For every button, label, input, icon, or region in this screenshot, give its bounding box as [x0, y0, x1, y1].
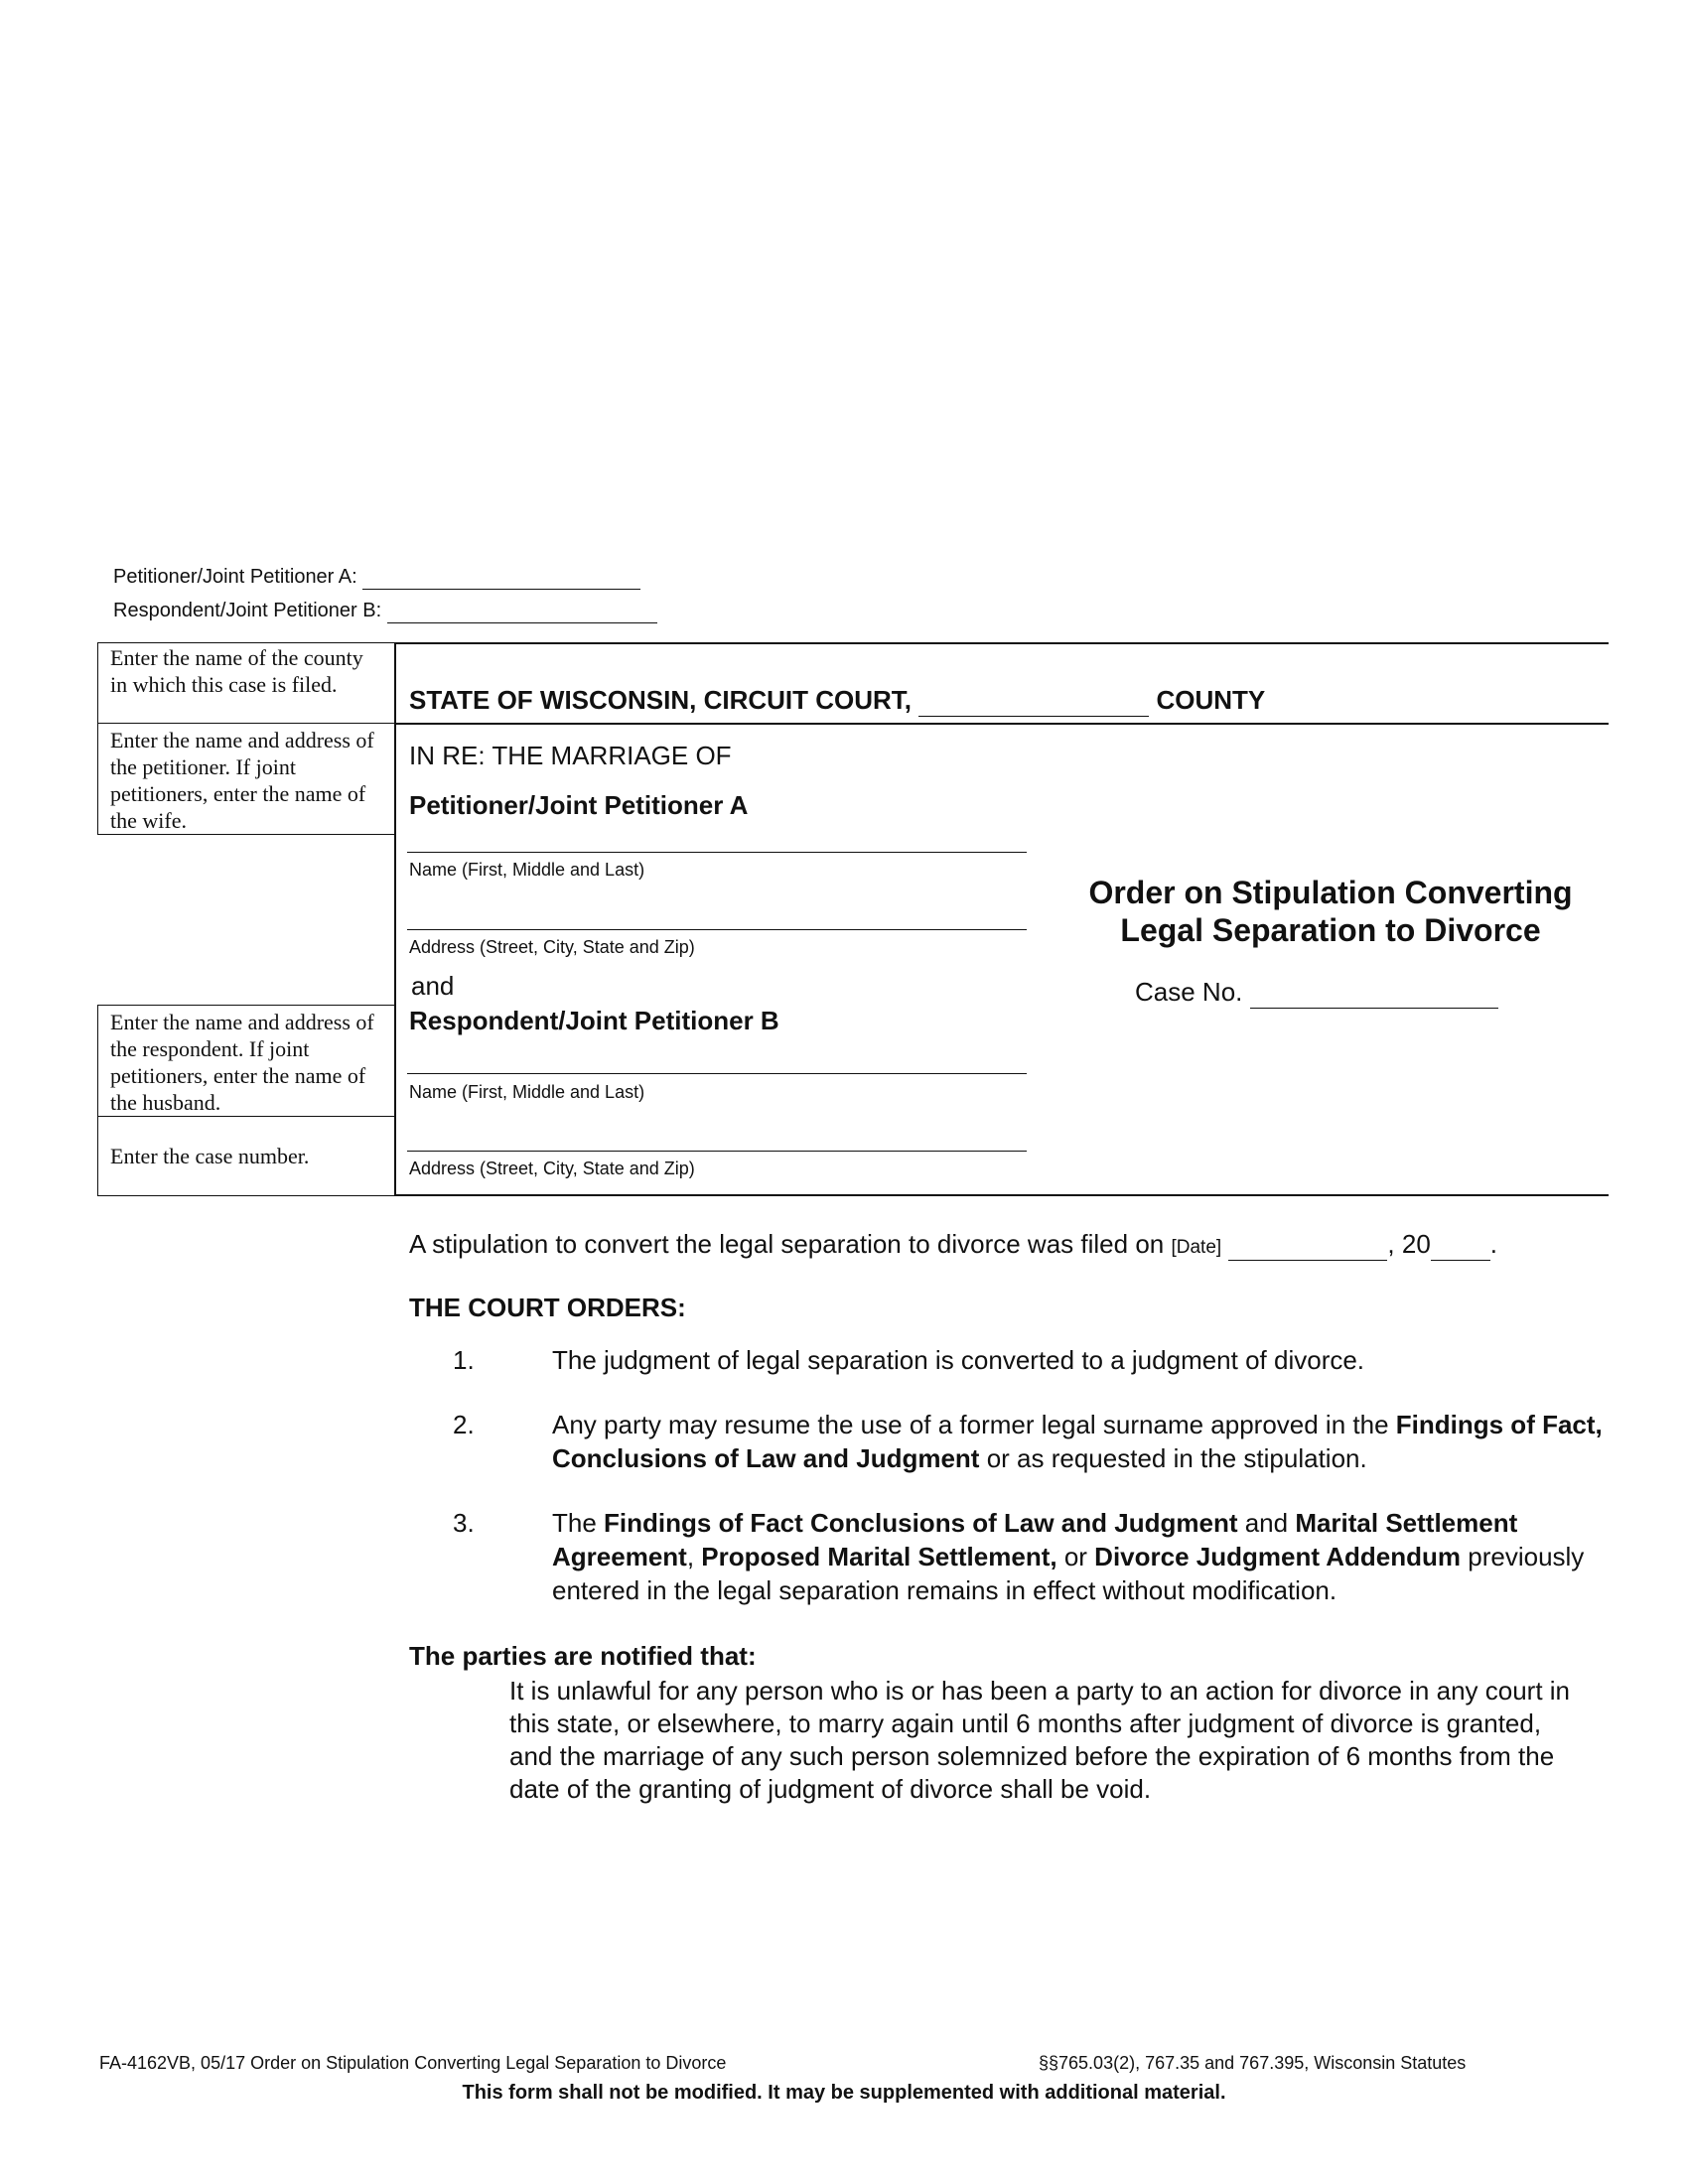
order-text-segment: The — [552, 1508, 605, 1538]
order-text-segment: or as requested in the stipulation. — [979, 1443, 1367, 1473]
petitioner-address-label: Address (Street, City, State and Zip) — [409, 937, 695, 957]
case-number-line — [1135, 977, 1498, 1009]
order-text-segment: and — [1237, 1508, 1296, 1538]
caption-county-rule — [395, 723, 1609, 725]
order-text-segment: or — [1056, 1542, 1095, 1571]
footer-notice: This form shall not be modified. It may be supplemented with additional material. — [462, 2082, 1226, 2104]
respondent-header-label: Respondent/Joint Petitioner B: — [113, 600, 382, 621]
order-number: 2. — [453, 1410, 475, 1439]
order-number: 3. — [453, 1508, 475, 1538]
court-suffix: COUNTY — [1156, 685, 1266, 715]
case-number-field[interactable] — [1250, 977, 1498, 1009]
order-text-segment: previously entered in the legal separation remains in effect without modification. — [552, 1542, 1585, 1605]
footer-statutes: §§765.03(2), 767.35 and 767.395, Wisconsin Statutes — [1039, 2053, 1467, 2073]
notice-text: It is unlawful for any person who is or has been a party to an action for divorce in any court in this state, or elsewhere, to marry again until 6 months after judgment of divorce is granted, and the marriage of any such person solemnized before the expiration of 6 months from the date of the granting of judgment of divorce shall be void. — [509, 1676, 1571, 1804]
order-text-segment: Any party may resume the use of a former legal surname approved in the — [552, 1410, 1396, 1439]
order-text — [552, 1506, 1624, 1607]
case-no-label: Case No. — [1135, 977, 1243, 1007]
instruction-petitioner: Enter the name and address of the petitioner. If joint petitioners, enter the name of the wife. — [97, 723, 396, 835]
order-item — [453, 1343, 1688, 1383]
order-text-bold: Divorce Judgment Addendum — [1094, 1542, 1462, 1571]
respondent-header-line — [113, 600, 657, 623]
and-label: and — [411, 971, 455, 1001]
date-hint: [Date] — [1171, 1237, 1222, 1258]
title-line-2: Legal Separation to Divorce — [1120, 912, 1541, 948]
caption-bottom-rule — [395, 1194, 1609, 1196]
order-text-bold: Findings of Fact Conclusions of Law and Judgment — [604, 1508, 1238, 1538]
order-text-segment: , — [686, 1542, 702, 1571]
respondent-heading: Respondent/Joint Petitioner B — [409, 1006, 779, 1035]
order-text-bold: Findings of Fact, Conclusions of Law and Judgment — [552, 1410, 1603, 1473]
petitioner-address-field[interactable] — [407, 929, 1027, 930]
instruction-respondent: Enter the name and address of the respondent. If joint petitioners, enter the name of the husband. — [97, 1005, 396, 1117]
respondent-header-field[interactable] — [387, 600, 657, 623]
order-text-bold: Marital Settlement Agreement — [552, 1508, 1518, 1571]
petitioner-header-line — [113, 566, 640, 590]
court-line — [409, 685, 1265, 717]
court-prefix: STATE OF WISCONSIN, CIRCUIT COURT, — [409, 685, 913, 715]
order-text-bold: Proposed Marital Settlement, — [701, 1542, 1057, 1571]
petitioner-heading: Petitioner/Joint Petitioner A — [409, 790, 749, 820]
petitioner-name-label: Name (First, Middle and Last) — [409, 860, 645, 880]
caption-top-rule — [395, 642, 1609, 644]
respondent-name-field[interactable] — [407, 1073, 1027, 1074]
year-prefix: , 20 — [1387, 1229, 1431, 1259]
footer-form-id: FA-4162VB, 05/17 Order on Stipulation Converting Legal Separation to Divorce — [99, 2053, 727, 2073]
respondent-address-label: Address (Street, City, State and Zip) — [409, 1159, 695, 1178]
respondent-name-label: Name (First, Middle and Last) — [409, 1082, 645, 1102]
order-item — [453, 1506, 1688, 1609]
petitioner-name-field[interactable] — [407, 852, 1027, 853]
order-number: 1. — [453, 1345, 475, 1375]
filed-date-field[interactable] — [1228, 1229, 1387, 1261]
order-item — [453, 1408, 1688, 1479]
period: . — [1489, 1229, 1498, 1259]
stipulation-line — [409, 1229, 1497, 1261]
order-text — [552, 1408, 1624, 1475]
order-text: The judgment of legal separation is converted to a judgment of divorce. — [552, 1345, 1365, 1375]
petitioner-header-field[interactable] — [362, 566, 640, 590]
notice-heading: The parties are notified that: — [409, 1641, 757, 1671]
petitioner-header-label: Petitioner/Joint Petitioner A: — [113, 566, 357, 588]
county-field[interactable] — [918, 685, 1149, 717]
court-orders-heading: THE COURT ORDERS: — [409, 1293, 686, 1322]
instruction-case-number: Enter the case number. — [97, 1116, 396, 1196]
in-re-label: IN RE: THE MARRIAGE OF — [409, 741, 732, 770]
title-line-1: Order on Stipulation Converting — [1088, 875, 1573, 910]
respondent-address-field[interactable] — [407, 1151, 1027, 1152]
document-title — [1053, 874, 1609, 949]
stipulation-text: A stipulation to convert the legal separation to divorce was filed on — [409, 1229, 1165, 1259]
filed-year-field[interactable] — [1431, 1229, 1490, 1261]
instruction-county: Enter the name of the county in which this case is filed. — [97, 642, 396, 724]
